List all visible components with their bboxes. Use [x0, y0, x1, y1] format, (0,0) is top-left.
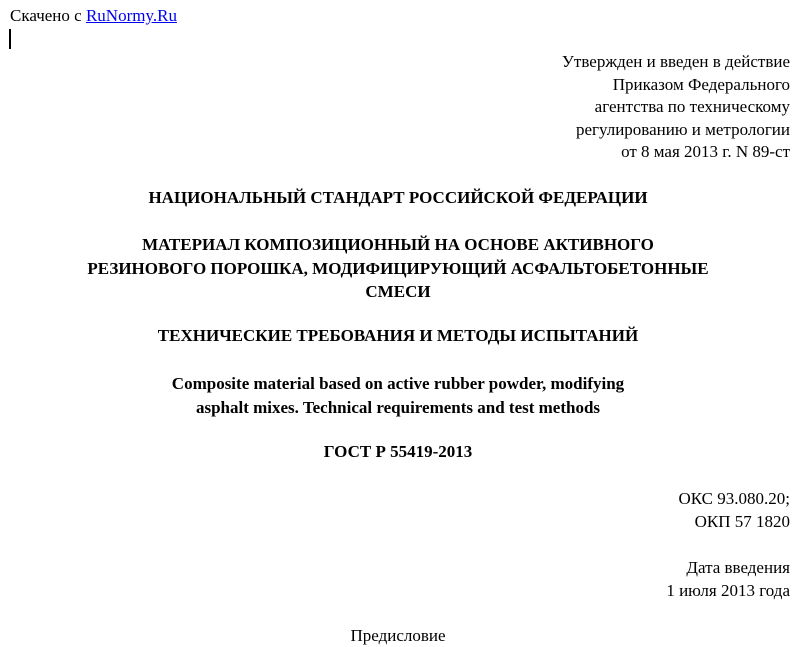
source-prefix: Скачено с [10, 6, 86, 25]
approval-line: от 8 мая 2013 г. N 89-ст [621, 142, 790, 161]
classification-codes [678, 487, 790, 533]
approval-line: Утвержден и введен в действие [561, 52, 790, 71]
approval-line: Приказом Федерального [612, 74, 790, 94]
document-main-title [0, 233, 796, 304]
national-standard-title: НАЦИОНАЛЬНЫЙ СТАНДАРТ РОССИЙСКОЙ ФЕДЕРАЦИИ [148, 188, 648, 207]
main-title-line: РЕЗИНОВОГО ПОРОШКА, МОДИФИЦИРУЮЩИЙ АСФАЛЬТОБЕТОННЫЕ [87, 258, 709, 278]
approval-line: регулированию и метрологии [575, 119, 790, 139]
gost-number: ГОСТ Р 55419-2013 [323, 442, 473, 461]
oks-code: ОКС 93.080.20; [678, 489, 790, 508]
document-subtitle: ТЕХНИЧЕСКИЕ ТРЕБОВАНИЯ И МЕТОДЫ ИСПЫТАНИЙ [157, 326, 639, 345]
intro-date-label: Дата введения [686, 558, 790, 577]
source-link[interactable]: RuNormy.Ru [85, 6, 177, 25]
foreword-heading: Предисловие [350, 626, 446, 645]
english-title-line: asphalt mixes. Technical requirements and test methods [195, 398, 601, 417]
english-title [0, 372, 796, 420]
okp-code: ОКП 57 1820 [694, 512, 790, 531]
main-title-line: СМЕСИ [365, 282, 431, 301]
introduction-date [666, 556, 790, 602]
english-title-line: Composite material based on active rubber powder, modifying [171, 374, 625, 393]
approval-line: агентства по техническому [594, 97, 790, 116]
intro-date-value: 1 июля 2013 года [666, 581, 790, 600]
source-line [10, 6, 177, 26]
approval-block [562, 51, 790, 164]
main-title-line: МАТЕРИАЛ КОМПОЗИЦИОННЫЙ НА ОСНОВЕ АКТИВНОГО [142, 235, 654, 254]
text-cursor [9, 29, 11, 49]
